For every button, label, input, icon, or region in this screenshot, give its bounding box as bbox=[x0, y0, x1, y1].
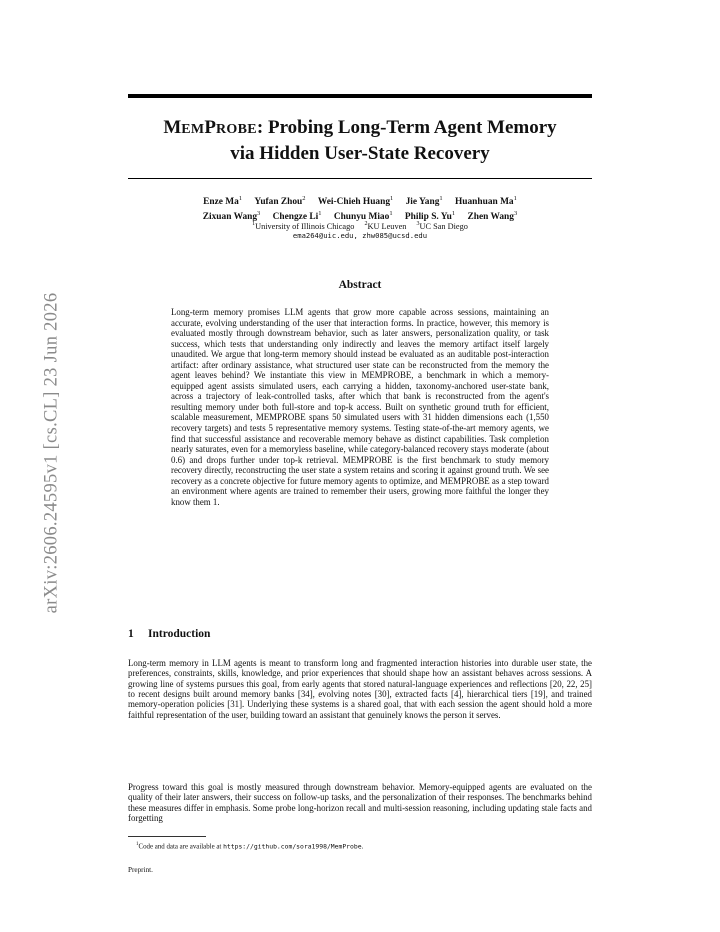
section-heading-introduction bbox=[128, 628, 592, 640]
contact-emails: ema264@uic.edu, zhw085@ucsd.edu bbox=[292, 231, 428, 240]
footnote-url-link[interactable]: https://github.com/sora1998/MemProbe bbox=[223, 842, 362, 851]
title-smallcaps-robe: ROBE bbox=[216, 122, 257, 137]
author: Philip S. Yu$^1$ bbox=[404, 210, 456, 223]
title-smallcaps-em: EM bbox=[181, 122, 205, 137]
footnote-text: Code and data are available at bbox=[138, 843, 224, 851]
affiliation: $^3$UC San Diego bbox=[416, 221, 468, 231]
paper-title bbox=[128, 116, 592, 166]
abstract-body: Long-term memory promises LLM agents that grow more capable across sessions, maintaining an accurate, evolving understanding of the user that interaction forms. In practice, however, this memory is evaluated mostly through downstream behavior, such as later answers, personalization quality, or task success, which tests that understanding only indirectly and leaves the memory artifact itself largely unaudited. We argue that long-term memory should instead be evaluated as an auditable post-interaction artifact: after ordinary assistance, what structured user state can be reconstructed from the memory the agent leaves behind? We instantiate this view in MEMPROBE, a benchmark in which a memory-equipped agent assists simulated users, each carrying a hidden, taxonomy-anchored user-state bank, across a trajectory of leak-controlled tasks, after which that bank is reconstructed from the agent's resulting memory under both full-store and top-k access. Built on synthetic ground truth for efficient, scalable measurement, MEMPROBE spans 50 simulated users with 31 hidden dimensions each (1,550 recovery targets) and tests 5 representative memory systems. Testing state-of-the-art memory agents, we find that successful assistance and recoverable memory behave as distinct capabilities. Task completion nearly saturates, even for a memoryless baseline, while category-balanced recovery stays moderate (about 0.6) and drops further under top-k retrieval. MEMPROBE is the first benchmark to study memory recovery directly, reconstructing the user state a system retains and scoring it against ground truth. We see recovery as a concrete objective for future memory agents to optimize, and MEMPROBE as a step toward an environment where agents are trained to remember their users, growing more faithful the longer they know them 1. bbox=[171, 307, 549, 507]
author: Chengze Li$^1$ bbox=[272, 210, 322, 223]
author: Chunyu Miao$^1$ bbox=[333, 210, 393, 223]
author: Wei-Chieh Huang$^1$ bbox=[317, 195, 394, 208]
affiliation: $^2$KU Leuven bbox=[364, 221, 407, 231]
section-title: Introduction bbox=[148, 628, 211, 640]
intro-paragraph-1: Long-term memory in LLM agents is meant to transform long and fragmented interaction histories into durable user state, the preferences, constraints, skills, knowledge, and prior experiences that should shape how an assistant behaves across sessions. A growing line of systems pursues this goal, from early agents that stored natural-language experiences and reflections [20, 22, 25] to recent designs built around memory banks [34], evolving notes [30], extracted facts [4], hierarchical tiers [19], and trained memory-operation policies [31]. Underlying these systems is a shared goal, that with each session the agent should hold a more faithful representation of the user, building toward an assistant that genuinely knows the person it serves. bbox=[128, 658, 592, 720]
title-smallcaps-m: M bbox=[163, 117, 182, 138]
footnote bbox=[136, 840, 592, 851]
title-line2: via Hidden User-State Recovery bbox=[230, 143, 490, 164]
title-bottom-rule bbox=[128, 178, 592, 179]
footnote-marker: 1 bbox=[136, 842, 139, 847]
author: Zhen Wang$^3$ bbox=[467, 210, 518, 223]
author: Yufan Zhou$^2$ bbox=[254, 195, 306, 208]
footer-preprint-label: Preprint. bbox=[128, 866, 153, 874]
intro-paragraph-2: Progress toward this goal is mostly measured through downstream behavior. Memory-equipped agents are evaluated on the quality of their later answers, their success on follow-up tasks, and the personalization of their responses. The benchmarks behind these measures differ in emphasis. Some probe long-horizon recall and multi-session reasoning, including updating stale facts and forgetting bbox=[128, 782, 592, 824]
title-smallcaps-p: P bbox=[204, 117, 217, 138]
title-line1-rest: : Probing Long-Term Agent Memory bbox=[256, 117, 557, 138]
author-row-1 bbox=[128, 193, 592, 208]
arxiv-identifier-stamp: arXiv:2606.24595v1 [cs.CL] 23 Jun 2026 bbox=[41, 292, 62, 614]
footnote-end: . bbox=[361, 843, 364, 851]
author: Enze Ma$^1$ bbox=[203, 195, 243, 208]
author: Huanhuan Ma$^1$ bbox=[454, 195, 517, 208]
affiliation: $^1$University of Illinois Chicago bbox=[252, 221, 355, 231]
title-top-rule bbox=[128, 94, 592, 98]
abstract-heading: Abstract bbox=[338, 279, 382, 291]
footnote-rule bbox=[128, 836, 206, 837]
section-number: 1 bbox=[128, 628, 134, 640]
author: Zixuan Wang$^3$ bbox=[202, 210, 261, 223]
author: Jie Yang$^1$ bbox=[405, 195, 443, 208]
